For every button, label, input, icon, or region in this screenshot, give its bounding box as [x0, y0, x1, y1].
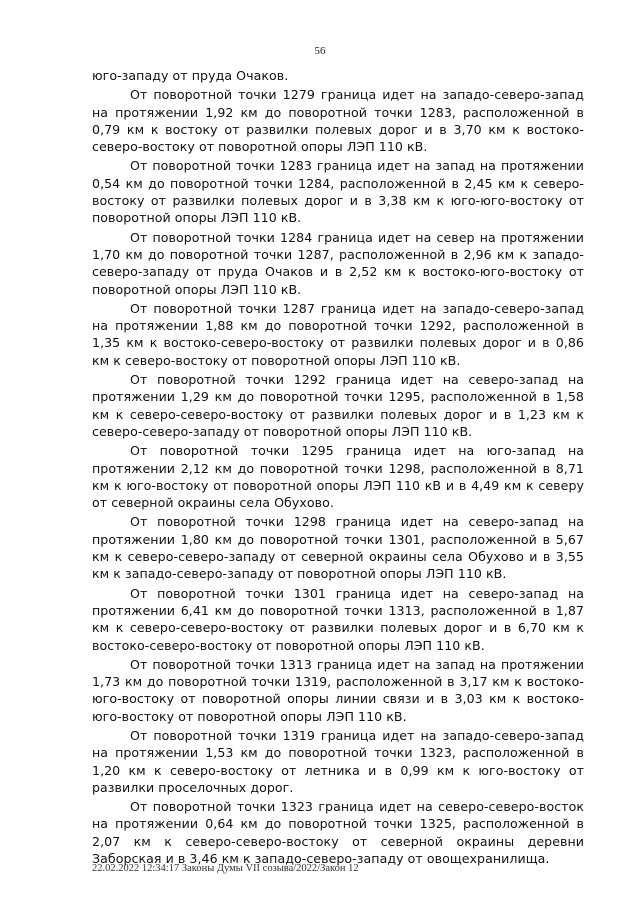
paragraph: От поворотной точки 1283 граница идет на запад на протяжении 0,54 км до поворотной точки 1284, расположенной в 2,45 км к северо-востоку от развилки полевых дорог и в 3,38 км к юго-юго-востоку от поворотной опоры ЛЭП 110 кВ.: [92, 158, 584, 226]
paragraph: От поворотной точки 1319 граница идет на западо-северо-запад на протяжении 1,53 км до поворотной точки 1323, расположенной в 1,20 км к северо-востоку от летника и в 0,99 км к юго-востоку от развилки проселочных дорог.: [92, 727, 584, 795]
page-number: 56: [314, 45, 326, 57]
paragraph: От поворотной точки 1313 граница идет на запад на протяжении 1,73 км до поворотной точки 1319, расположенной в 3,17 км к востоко-юго-востоку от поворотной опоры линии связи и в 3,03 км к востоко-юго-востоку от поворотной опоры ЛЭП 110 кВ.: [92, 656, 584, 724]
document-footer: 22.02.2022 12:34:17 Законы Думы VII созыва/2022/Закон 12: [92, 863, 359, 874]
paragraph: От поворотной точки 1292 граница идет на северо-запад на протяжении 1,29 км до поворотной точки 1295, расположенной в 1,58 км к северо-северо-востоку от развилки полевых дорог и в 1,23 км к северо-северо-западу от поворотной опоры ЛЭП 110 кВ.: [92, 372, 584, 439]
paragraph: От поворотной точки 1284 граница идет на север на протяжении 1,70 км до поворотной точки 1287, расположенной в 2,96 км к западо-северо-западу от пруда Очаков и в 2,52 км к востоко-юго-востоку от поворотной опоры ЛЭП 110 кВ.: [92, 229, 584, 297]
paragraph: От поворотной точки 1287 граница идет на западо-северо-запад на протяжении 1,88 км до поворотной точки 1292, расположенной в 1,35 км к востоко-северо-востоку от развилки полевых дорог и в 0,86 км к северо-востоку от поворотной опоры ЛЭП 110 кВ.: [92, 300, 584, 368]
document-body: [92, 67, 584, 869]
paragraph: От поворотной точки 1295 граница идет на юго-запад на протяжении 2,12 км до поворотной точки 1298, расположенной в 8,71 км к юго-востоку от поворотной опоры ЛЭП 110 кВ и в 4,49 км к северу от северной окраины села Обухово.: [92, 443, 584, 511]
paragraph: От поворотной точки 1323 граница идет на северо-северо-восток на протяжении 0,64 км до поворотной точки 1325, расположенной в 2,07 км к северо-северо-востоку от северной окраины деревни Заборская и в 3,46 км к западо-северо-западу от овощехранилища.: [92, 799, 584, 867]
paragraph-continuation: юго-западу от пруда Очаков.: [92, 68, 289, 83]
paragraph: От поворотной точки 1298 граница идет на северо-запад на протяжении 1,80 км до поворотной точки 1301, расположенной в 5,67 км к северо-северо-западу от северной окраины села Обухово и в 3,55 км к западо-северо-западу от поворотной опоры ЛЭП 110 кВ.: [92, 514, 584, 582]
paragraph: От поворотной точки 1279 граница идет на западо-северо-запад на протяжении 1,92 км до поворотной точки 1283, расположенной в 0,79 км к востоку от развилки полевых дорог и в 3,70 км к востоко-северо-востоку от поворотной опоры ЛЭП 110 кВ.: [92, 87, 584, 155]
paragraph: От поворотной точки 1301 граница идет на северо-запад на протяжении 6,41 км до поворотной точки 1313, расположенной в 1,87 км к северо-северо-востоку от развилки полевых дорог и в 6,70 км к востоко-северо-востоку от поворотной опоры ЛЭП 110 кВ.: [92, 585, 584, 653]
